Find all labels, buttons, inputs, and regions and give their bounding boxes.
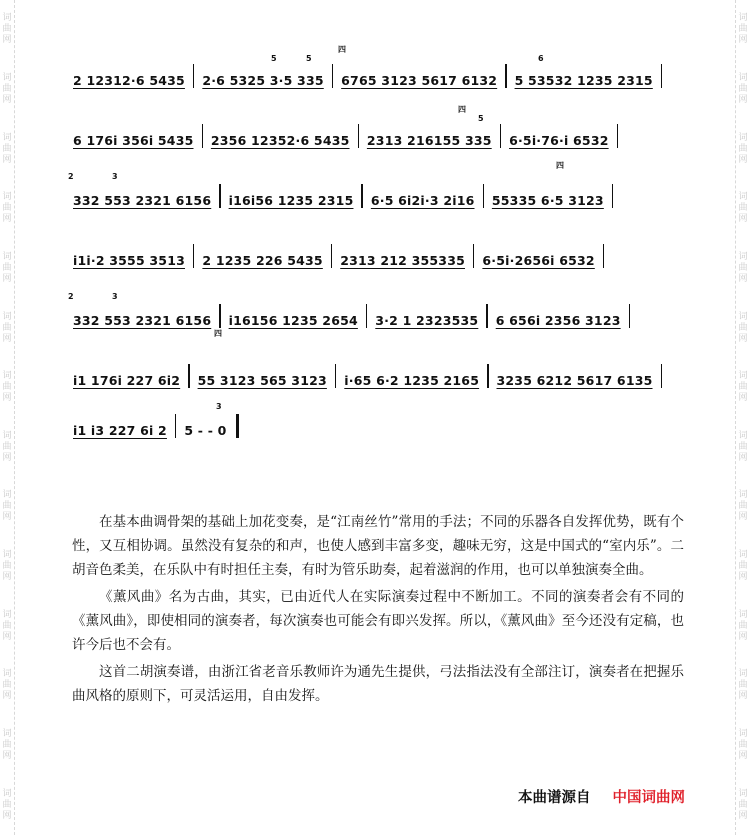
watermark-text: 词曲网	[738, 430, 748, 463]
commentary	[72, 510, 684, 711]
watermark-text: 词曲网	[738, 729, 748, 761]
measure: 2356 12352·6 5435	[210, 133, 350, 148]
measure: 6 656i 2356 3123	[495, 313, 621, 328]
bar-line	[335, 364, 336, 388]
measure: 6·5i·2656i 6532	[482, 253, 595, 268]
watermark-text: 词曲网	[2, 729, 12, 761]
watermark-text: 词曲网	[738, 609, 748, 642]
ornament-mark: 6	[538, 54, 544, 63]
ornament-mark: 3	[112, 172, 118, 181]
watermark-text: 词曲网	[2, 788, 12, 821]
bar-line	[483, 184, 484, 208]
watermark-text: 词曲网	[738, 251, 748, 284]
bar-line	[617, 124, 618, 148]
source-prefix: 本曲谱源自	[518, 790, 591, 806]
right-watermark-strip	[735, 0, 750, 835]
left-watermark-strip	[0, 0, 15, 835]
watermark-text: 词曲网	[2, 251, 12, 284]
ornament-mark: 2	[68, 292, 74, 301]
ornament-mark: 四	[556, 161, 565, 170]
ornament-mark: 5	[306, 54, 312, 63]
bar-line	[500, 124, 501, 148]
watermark-text: 词曲网	[2, 490, 12, 523]
watermark-text: 词曲网	[738, 371, 748, 404]
measure: 2 12312·6 5435	[73, 73, 185, 88]
score-line	[66, 161, 686, 208]
measure: i16i56 1235 2315	[228, 193, 354, 208]
paragraph: 这首二胡演奏谱，由浙江省老音乐教师许为通先生提供，弓法指法没有全部注订，演奏者在把握乐曲风格的原则下，可灵活运用，自由发挥。	[72, 664, 684, 704]
watermark-text: 词曲网	[2, 430, 12, 463]
watermark-text: 词曲网	[2, 311, 12, 344]
ornament-mark: 5	[271, 54, 277, 63]
score-line	[66, 292, 686, 328]
bar-line	[661, 364, 662, 388]
measure: 332 553 2321 6156	[73, 313, 212, 328]
source-site-link[interactable]: 中国词曲网	[612, 790, 685, 806]
bar-line	[188, 364, 189, 388]
measure: 55 3123 565 3123	[197, 373, 327, 388]
bar-line	[193, 244, 194, 268]
measure: 6765 3123 5617 6132	[341, 73, 498, 88]
bar-line	[358, 124, 359, 148]
score-line	[66, 402, 686, 438]
watermark-text: 词曲网	[738, 788, 748, 821]
watermark-text: 词曲网	[2, 132, 12, 165]
bar-line	[661, 64, 662, 88]
measure: 2·6 5325 3·5 335	[202, 73, 324, 88]
ornament-mark: 四	[338, 45, 347, 54]
measure: 6·5 6i2i·3 2i16	[370, 193, 475, 208]
bar-line	[487, 364, 488, 388]
measure: i·65 6·2 1235 2165	[344, 373, 480, 388]
jianpu-score	[66, 45, 686, 472]
bar-line	[332, 64, 333, 88]
watermark-text: 词曲网	[738, 669, 748, 702]
bar-line	[473, 244, 474, 268]
measure: i1i·2 3555 3513	[73, 253, 185, 268]
watermark-text: 词曲网	[2, 72, 12, 105]
watermark-text: 词曲网	[738, 490, 748, 523]
measure: 5 - - 0	[184, 423, 227, 438]
measure: 2 1235 226 5435	[202, 253, 323, 268]
ornament-mark: 四	[458, 105, 467, 114]
bar-line	[612, 184, 613, 208]
bar-line	[202, 124, 203, 148]
bar-line	[366, 304, 367, 328]
score-line	[66, 45, 686, 88]
paragraph: 在基本曲调骨架的基础上加花变奏，是“江南丝竹”常用的手法；不同的乐器各自发挥优势，既有个性，又互相协调。虽然没有复杂的和声，也使人感到丰富多变，趣味无穷，这是中国式的“室内乐”。二胡音色柔美，在乐队中有时担任主奏，有时为管乐助奏，起着滋润的作用，也可以单独演奏全曲。	[72, 514, 684, 578]
watermark-text: 词曲网	[738, 13, 748, 46]
measure: 5 53532 1235 2315	[514, 73, 653, 88]
ornament-mark: 3	[216, 402, 222, 411]
score-line	[66, 105, 686, 148]
watermark-text: 词曲网	[738, 72, 748, 105]
score-line	[66, 329, 686, 388]
bar-line	[361, 184, 362, 208]
bar-line	[175, 414, 176, 438]
final-bar-line	[236, 414, 239, 438]
watermark-text: 词曲网	[738, 132, 748, 165]
measure: 2313 212 355335	[340, 253, 465, 268]
paragraph: 《薰风曲》名为古曲，其实，已由近代人在实际演奏过程中不断加工。不同的演奏者会有不同的《薰风曲》，即使相同的演奏者，每次演奏也可能会有即兴发挥。所以，《薰风曲》至今还没有定稿，也许今后也不会有。	[72, 589, 684, 653]
watermark-text: 词曲网	[738, 192, 748, 225]
watermark-text: 词曲网	[2, 669, 12, 702]
measure: 6·5i·76·i 6532	[509, 133, 609, 148]
bar-line	[629, 304, 630, 328]
source-credit	[518, 786, 685, 807]
bar-line	[219, 184, 220, 208]
bar-line	[331, 244, 332, 268]
measure: 2313 216155 335	[366, 133, 492, 148]
measure: i16156 1235 2654	[228, 313, 358, 328]
bar-line	[219, 304, 220, 328]
watermark-text: 词曲网	[2, 192, 12, 225]
watermark-text: 词曲网	[2, 371, 12, 404]
ornament-mark: 2	[68, 172, 74, 181]
watermark-text: 词曲网	[738, 311, 748, 344]
bar-line	[193, 64, 194, 88]
score-line	[66, 242, 686, 268]
watermark-text: 词曲网	[738, 550, 748, 583]
bar-line	[505, 64, 506, 88]
measure: 332 553 2321 6156	[73, 193, 212, 208]
measure: 3235 6212 5617 6135	[496, 373, 653, 388]
measure: 55335 6·5 3123	[491, 193, 604, 208]
bar-line	[486, 304, 487, 328]
ornament-mark: 四	[214, 329, 223, 338]
watermark-text: 词曲网	[2, 609, 12, 642]
ornament-mark: 5	[478, 114, 484, 123]
measure: i1 i3 227 6i 2	[73, 423, 167, 438]
measure: i1 176i 227 6i2	[73, 373, 181, 388]
ornament-mark: 3	[112, 292, 118, 301]
measure: 6 176i 356i 5435	[73, 133, 194, 148]
measure: 3·2 1 2323535	[375, 313, 479, 328]
bar-line	[603, 244, 604, 268]
watermark-text: 词曲网	[2, 550, 12, 583]
watermark-text: 词曲网	[2, 13, 12, 46]
